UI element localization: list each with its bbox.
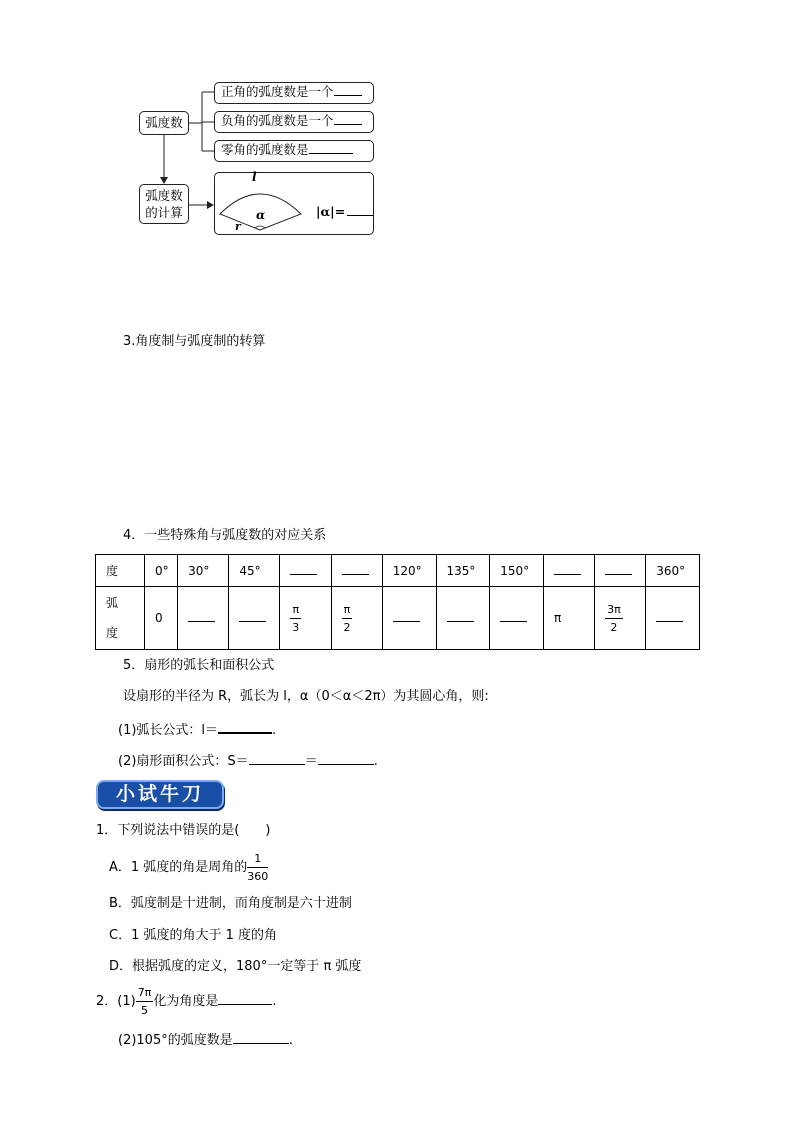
degree-cell [646,555,700,587]
arc-formula-prefix: (1)弧长公式：l＝ [118,723,219,738]
degree-cell [229,555,280,587]
q2-part2 [118,1031,293,1049]
degree-cell [382,555,436,587]
radian-blank [500,611,527,622]
row-header-radian [96,587,145,650]
table-row-degrees [96,555,700,587]
formula-label: |α|= [316,204,346,219]
radian-value: 0 [155,611,163,625]
radian-cell [490,587,544,650]
blank-positive [334,83,362,96]
radian-cell [436,587,490,650]
q2-numerator: 7π [136,986,154,1002]
q1-a-numerator: 1 [247,852,268,868]
degree-cell [543,555,594,587]
radian-numerator: 3π [605,603,623,619]
section5-intro: 设扇形的半径为 R，弧长为 l，α（0＜α＜2π）为其圆心角，则: [123,689,489,704]
degree-value: 120° [392,563,422,578]
degree-value: 30° [188,563,210,578]
radian-denominator: 2 [343,620,351,634]
branch-positive-label: 正角的弧度数是一个 [221,84,334,99]
degree-value: 360° [656,563,686,578]
q2-part2-blank [233,1031,289,1044]
degree-value: 150° [500,563,530,578]
degree-cell [595,555,646,587]
area-formula-blank-2 [318,752,374,765]
section5-title: 5．扇形的弧长和面积公式 [123,658,275,673]
q2-part1 [96,985,276,1019]
q2-part1-prefix: 2．(1) [96,994,136,1009]
radian-value: π [553,611,562,625]
degree-cell [178,555,229,587]
q2-part2-text: (2)105°的弧度数是 [118,1033,233,1048]
radian-cell [595,587,646,650]
area-formula-equals: ＝ [304,754,318,769]
practice-banner: 小试牛刀 [96,780,224,809]
sector-angle-label: α [256,208,266,222]
radian-blank [447,611,474,622]
degree-blank [605,564,632,575]
radian-cell [145,587,178,650]
degree-blank [342,564,369,575]
blank-negative [334,112,362,125]
q1-option-a [109,852,268,884]
radian-cell [280,587,331,650]
q1-option-b: B．弧度制是十进制，而角度制是六十进制 [109,896,352,911]
q2-part1-fraction [136,986,154,1017]
radian-fraction [290,603,301,634]
area-formula-period: . [373,754,378,769]
radian-cell [543,587,594,650]
calc-line-2: 的计算 [145,205,183,220]
radian-numerator: π [342,603,353,619]
branch-zero-label: 零角的弧度数是 [221,142,309,157]
degree-radian-table [95,554,700,650]
degree-cell [145,555,178,587]
degree-cell [436,555,490,587]
q1-option-a-fraction [247,852,268,883]
area-formula [118,752,378,770]
q1-a-denominator: 360 [247,870,269,883]
blank-formula [347,203,373,216]
radian-blank [239,611,266,622]
q1-option-c: C．1 弧度的角大于 1 度的角 [109,928,278,943]
radian-cell [646,587,700,650]
degree-value: 135° [446,563,476,578]
root-label: 弧度数 [145,115,183,130]
q1-stem: 1．下列说法中错误的是( ) [96,823,271,838]
sector-radius-label: r [235,220,241,233]
calc-box [139,184,189,224]
radian-fraction [605,603,623,634]
sector-arc-label: l [252,170,257,184]
q2-part1-blank [218,992,272,1005]
degree-cell [280,555,331,587]
q1-option-d: D．根据弧度的定义，180°一定等于 π 弧度 [109,959,362,974]
degree-blank [290,564,317,575]
branch-box-positive [214,82,374,104]
q2-part1-suffix: 化为角度是 [153,994,219,1009]
area-formula-prefix: (2)扇形面积公式：S＝ [118,754,249,769]
section3-title: 3.角度制与弧度制的转算 [123,334,266,349]
blank-zero [309,141,353,154]
table-row-radians [96,587,700,650]
radian-cell [178,587,229,650]
degree-value: 45° [239,563,261,578]
calc-line-1: 弧度数 [145,188,183,203]
arc-length-formula [118,720,276,739]
degree-cell [490,555,544,587]
degree-cell [331,555,382,587]
radian-blank [188,611,215,622]
radian-numerator: π [290,603,301,619]
q2-part1-period: . [272,994,277,1009]
q1-option-a-text: A．1 弧度的角是周角的 [109,860,248,875]
radian-denominator: 3 [292,620,300,634]
diagram-connectors [0,0,794,260]
q2-part2-period: . [288,1033,293,1048]
degree-value: 0° [155,563,169,578]
arc-formula-blank [218,720,272,734]
branch-box-zero [214,140,374,162]
radian-cell [331,587,382,650]
radian-fraction [342,603,353,634]
arc-formula-period: . [272,723,277,738]
radian-blank [656,611,683,622]
row-header-radian-2: 度 [106,626,119,640]
radian-blank [393,611,420,622]
row-header-degree: 度 [96,555,145,587]
radian-cell [382,587,436,650]
branch-box-negative [214,111,374,133]
area-formula-blank-1 [249,752,305,765]
degree-blank [554,564,581,575]
section4-title: 4．一些特殊角与弧度数的对应关系 [123,528,327,543]
q2-denominator: 5 [141,1004,148,1017]
formula-abs-alpha [316,203,373,219]
radian-cell [229,587,280,650]
row-header-radian-1: 弧 [106,596,119,610]
radian-denominator: 2 [610,620,618,634]
branch-negative-label: 负角的弧度数是一个 [221,113,334,128]
